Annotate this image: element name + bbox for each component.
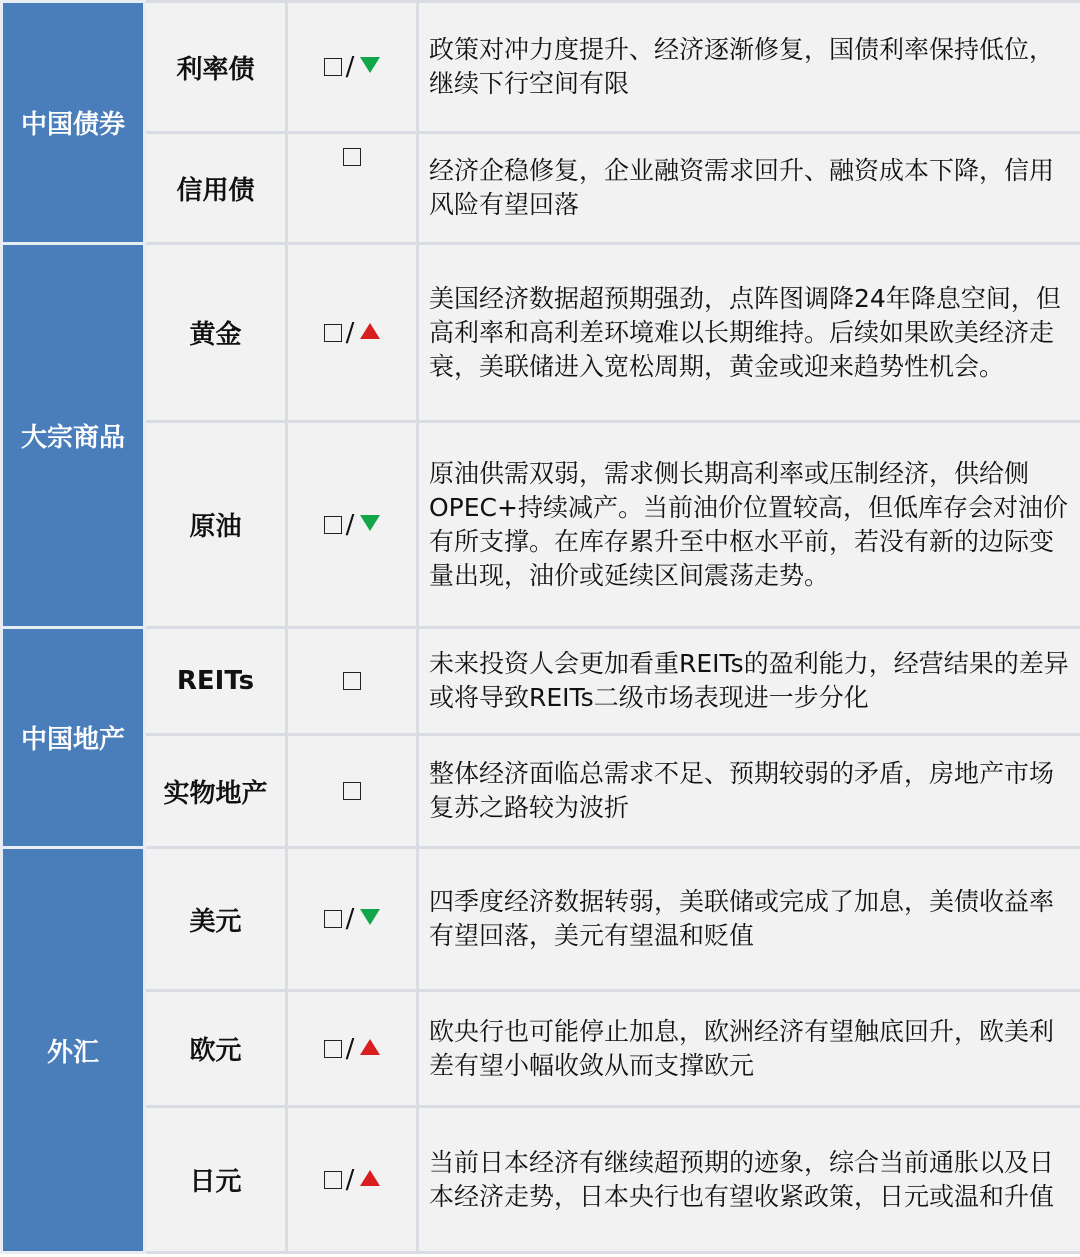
checkbox-icon	[343, 148, 361, 166]
slash-separator: /	[345, 1164, 355, 1195]
checkbox-icon	[324, 910, 342, 928]
table-row	[2, 1107, 1080, 1253]
checkbox-icon	[324, 58, 342, 76]
table-row	[2, 2, 1080, 133]
view-description: 美国经济数据超预期强劲，点阵图调降24年降息空间，但高利率和高利差环境难以长期维持。后续如果欧美经济走衰，美联储进入宽松周期，黄金或迎来趋势性机会。	[418, 244, 1080, 422]
down-triangle-icon	[360, 515, 380, 531]
view-description: 经济企稳修复，企业融资需求回升、融资成本下降，信用风险有望回落	[418, 133, 1080, 244]
checkbox-icon	[324, 1040, 342, 1058]
category-cell: 中国债券	[2, 2, 145, 244]
view-cell	[287, 244, 418, 422]
view-cell	[287, 628, 418, 735]
checkbox-icon	[324, 1171, 342, 1189]
view-cell	[287, 1107, 418, 1253]
asset-name: 美元	[145, 848, 287, 991]
down-triangle-icon	[360, 909, 380, 925]
asset-name: 日元	[145, 1107, 287, 1253]
view-cell	[287, 2, 418, 133]
asset-name: 黄金	[145, 244, 287, 422]
category-cell: 外汇	[2, 848, 145, 1253]
table-row	[2, 628, 1080, 735]
view-cell	[287, 848, 418, 991]
asset-name: 利率债	[145, 2, 287, 133]
down-triangle-icon	[360, 57, 380, 73]
table-row	[2, 991, 1080, 1107]
asset-name: 原油	[145, 422, 287, 628]
slash-separator: /	[345, 509, 355, 540]
checkbox-icon	[343, 672, 361, 690]
up-triangle-icon	[360, 1039, 380, 1055]
asset-name: 实物地产	[145, 735, 287, 848]
view-cell	[287, 735, 418, 848]
up-triangle-icon	[360, 323, 380, 339]
category-cell: 中国地产	[2, 628, 145, 848]
view-description: 原油供需双弱，需求侧长期高利率或压制经济，供给侧OPEC+持续减产。当前油价位置较高，但低库存会对油价有所支撑。在库存累升至中枢水平前，若没有新的边际变量出现，油价或延续区间震荡走势。	[418, 422, 1080, 628]
asset-name: 信用债	[145, 133, 287, 244]
slash-separator: /	[345, 1033, 355, 1064]
up-triangle-icon	[360, 1170, 380, 1186]
slash-separator: /	[345, 317, 355, 348]
view-description: 未来投资人会更加看重REITs的盈利能力，经营结果的差异或将导致REITs二级市场表现进一步分化	[418, 628, 1080, 735]
asset-name: REITs	[145, 628, 287, 735]
table-row	[2, 735, 1080, 848]
view-description: 政策对冲力度提升、经济逐渐修复，国债利率保持低位，继续下行空间有限	[418, 2, 1080, 133]
view-description: 欧央行也可能停止加息，欧洲经济有望触底回升，欧美利差有望小幅收敛从而支撑欧元	[418, 991, 1080, 1107]
slash-separator: /	[345, 52, 355, 82]
checkbox-icon	[324, 516, 342, 534]
view-description: 整体经济面临总需求不足、预期较弱的矛盾，房地产市场复苏之路较为波折	[418, 735, 1080, 848]
asset-name: 欧元	[145, 991, 287, 1107]
view-cell	[287, 133, 418, 244]
slash-separator: /	[345, 904, 355, 934]
view-cell	[287, 991, 418, 1107]
table-row	[2, 244, 1080, 422]
category-cell: 大宗商品	[2, 244, 145, 628]
checkbox-icon	[324, 324, 342, 342]
table-row	[2, 422, 1080, 628]
view-description: 当前日本经济有继续超预期的迹象，综合当前通胀以及日本经济走势，日本央行也有望收紧政策，日元或温和升值	[418, 1107, 1080, 1253]
view-description: 四季度经济数据转弱，美联储或完成了加息，美债收益率有望回落，美元有望温和贬值	[418, 848, 1080, 991]
checkbox-icon	[343, 782, 361, 800]
table-row	[2, 848, 1080, 991]
table-row	[2, 133, 1080, 244]
view-cell	[287, 422, 418, 628]
